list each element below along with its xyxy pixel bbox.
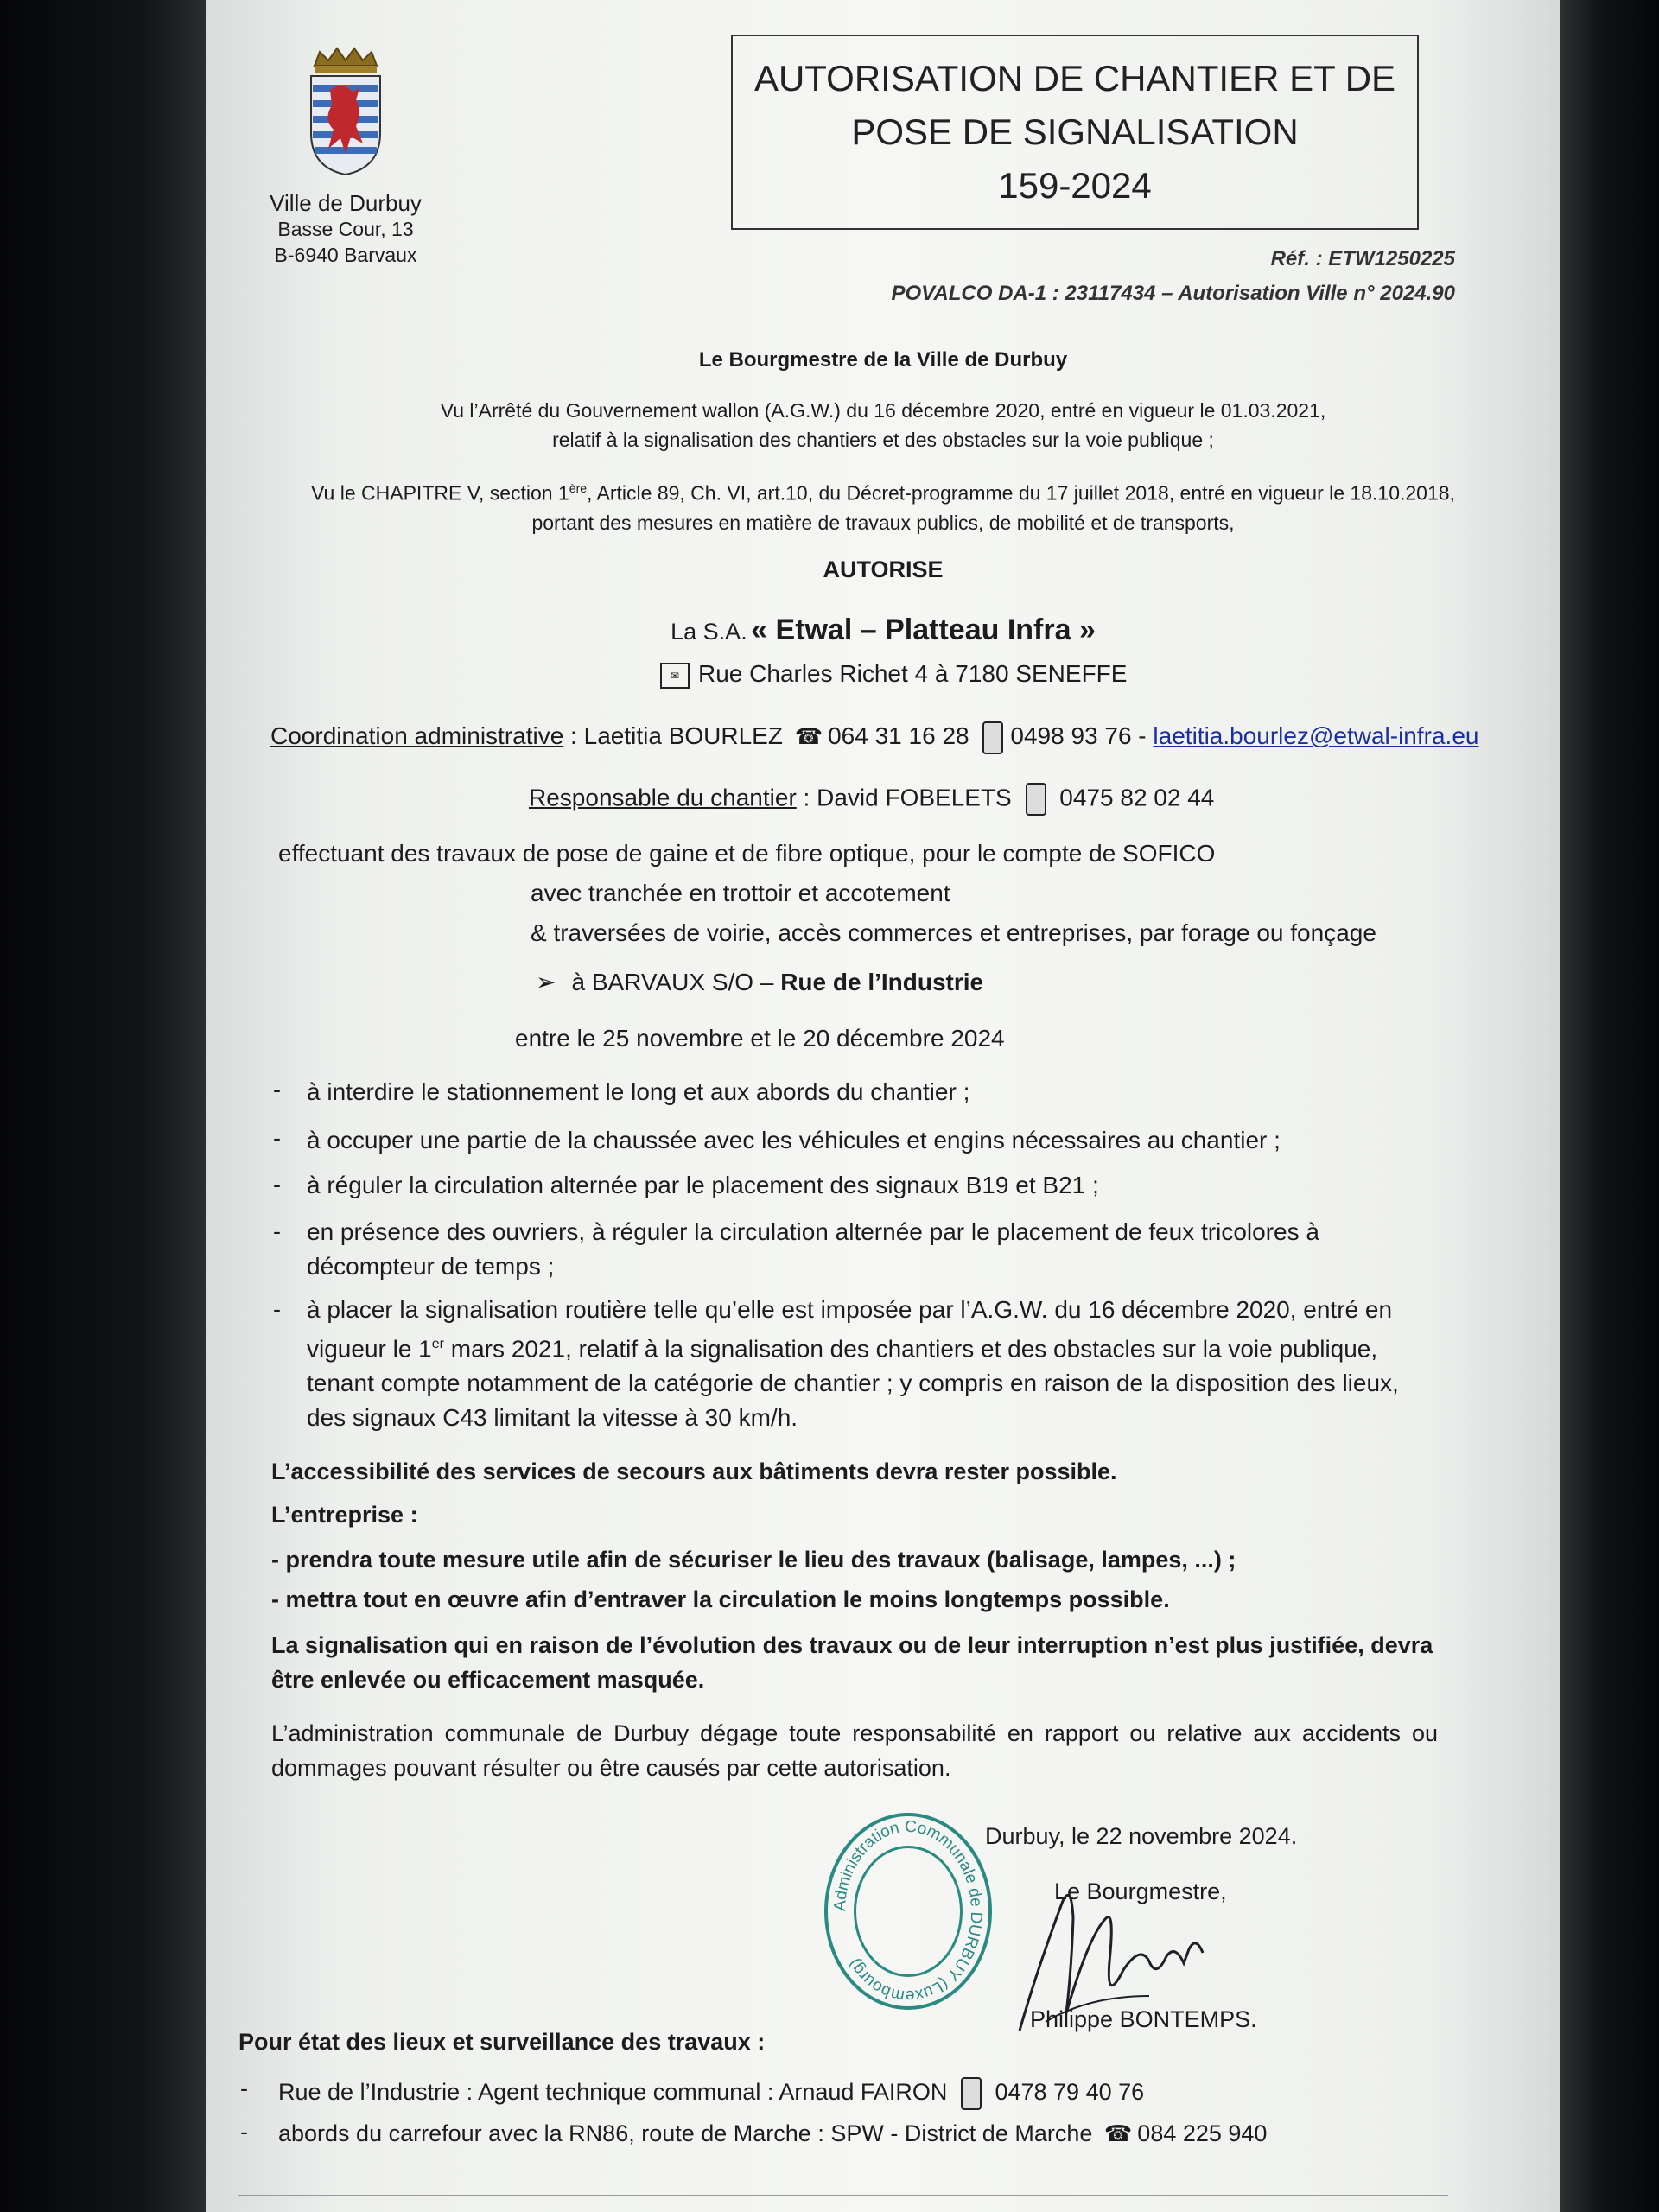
coordination-mobile: 0498 93 76 -: [1010, 722, 1147, 749]
company-prefix: La S.A.: [671, 619, 747, 645]
company-address-line: [660, 660, 1127, 689]
list-dash: -: [273, 1125, 281, 1151]
display-frame-right: [1560, 0, 1659, 2212]
condition-item: à occuper une partie de la chaussée avec les véhicules et engins nécessaires au chantier ;: [307, 1127, 1281, 1154]
coordination-phone: 064 31 16 28: [828, 722, 969, 749]
list-dash: -: [273, 1296, 281, 1322]
city-name: Ville de Durbuy: [270, 190, 422, 216]
legal-basis-2-start: Vu le CHAPITRE V, section 1: [311, 481, 569, 505]
city-address-line1: Basse Cour, 13: [277, 218, 414, 240]
coordination-email-link[interactable]: laetitia.bourlez@etwal-infra.eu: [1153, 722, 1479, 749]
legal-basis-2-line2: portant des mesures en matière de travaux publics, de mobilité et de transports,: [531, 511, 1235, 534]
condition-item: à réguler la circulation alternée par le placement des signaux B19 et B21 ;: [307, 1172, 1099, 1198]
footer-contact-1-text: Rue de l’Industrie : Agent technique communal : Arnaud FAIRON: [278, 2079, 948, 2106]
telephone-icon: ☎: [794, 723, 823, 749]
company-name-line: [206, 613, 1560, 647]
reference-number: Réf. : ETW1250225: [1270, 247, 1455, 270]
location-prefix: à BARVAUX S/O –: [571, 969, 774, 995]
location-street: Rue de l’Industrie: [780, 969, 984, 995]
autorise-heading: AUTORISE: [823, 556, 944, 582]
works-dates: entre le 25 novembre et le 20 décembre 2024: [515, 1025, 1005, 1052]
title-line2: POSE DE SIGNALISATION: [851, 111, 1299, 152]
company-obligations-title: L’entreprise :: [271, 1502, 418, 1528]
condition-text-end: mars 2021, relatif à la signalisation des chantiers et des obstacles sur la voie publique, tenant compte notamment de la catégorie de chantier ; y compris en raison de la disposition des lieux, des signaux C43 limitant la vitesse à 30 km/h.: [307, 1335, 1399, 1432]
legal-basis-2-end: , Article 89, Ch. VI, art.10, du Décret-programme du 17 juillet 2018, entré en vigueur le 18.10.2018,: [587, 481, 1455, 505]
site-manager-name: : David FOBELETS: [796, 784, 1012, 811]
site-manager-label: Responsable du chantier: [529, 784, 797, 811]
condition-sup: er: [431, 1337, 444, 1351]
footer-title: Pour état des lieux et surveillance des travaux :: [238, 2029, 766, 2055]
durbuy-crest-icon: [302, 47, 389, 176]
condition-item: à interdire le stationnement le long et aux abords du chantier ;: [307, 1078, 970, 1105]
display-frame-left: [0, 0, 206, 2212]
works-line2: avec tranchée en trottoir et accotement: [531, 880, 950, 906]
legal-basis-1: [206, 396, 1560, 454]
coordination-name: : Laetitia BOURLEZ: [563, 722, 783, 749]
signatory-name: Philippe BONTEMPS.: [1030, 2006, 1257, 2032]
company-obligation-1: - prendra toute mesure utile afin de sécuriser le lieu des travaux (balisage, lampes, ...) ;: [271, 1547, 1236, 1573]
mail-icon: ✉: [660, 663, 690, 689]
legal-basis-2-sup: ère: [569, 481, 588, 495]
mobile-phone-icon: [1026, 783, 1046, 816]
footer-contact-2: [278, 2120, 1267, 2147]
condition-text-start: à placer la signalisation routière telle qu’elle est imposée par l’A.G.W. du 16 décembre 2020, entré en vigueur le 1: [307, 1296, 1393, 1363]
list-dash: -: [273, 1077, 281, 1103]
mobile-phone-icon: [982, 721, 1003, 754]
list-dash: -: [240, 2119, 248, 2145]
footer-divider: [238, 2195, 1448, 2196]
company-name: « Etwal – Platteau Infra »: [751, 613, 1096, 646]
footer-contact-2-phone: 084 225 940: [1137, 2120, 1268, 2146]
coordination-line: [270, 721, 1478, 754]
coordination-label: Coordination administrative: [270, 722, 564, 749]
title-line1: AUTORISATION DE CHANTIER ET DE: [753, 58, 1396, 99]
works-line1: effectuant des travaux de pose de gaine et de fibre optique, pour le compte de SOFICO: [278, 840, 1216, 867]
arrow-bullet-icon: ➢: [536, 969, 556, 995]
legal-basis-1-line1: Vu l’Arrêté du Gouvernement wallon (A.G.W.) du 16 décembre 2020, entré en vigueur le 01.03.2021,: [440, 399, 1326, 422]
signature-role: Le Bourgmestre,: [1054, 1878, 1227, 1904]
site-manager-line: [529, 783, 1214, 816]
legal-basis-2: [206, 474, 1560, 537]
footer-contact-1: [278, 2077, 1144, 2110]
mobile-phone-icon: [961, 2077, 982, 2110]
povalco-reference: POVALCO DA-1 : 23117434 – Autorisation Ville n° 2024.90: [891, 282, 1455, 305]
authority-heading: Le Bourgmestre de la Ville de Durbuy: [698, 348, 1068, 372]
city-address-line2: B-6940 Barvaux: [274, 244, 417, 266]
company-obligation-2: - mettra tout en œuvre afin d’entraver la circulation le moins longtemps possible.: [271, 1586, 1170, 1612]
emergency-access-note: L’accessibilité des services de secours aux bâtiments devra rester possible.: [271, 1459, 1117, 1484]
company-address: Rue Charles Richet 4 à 7180 SENEFFE: [698, 660, 1128, 687]
telephone-icon: ☎: [1103, 2120, 1133, 2146]
footer-contact-1-phone: 0478 79 40 76: [995, 2079, 1145, 2106]
signature-place-date: Durbuy, le 22 novembre 2024.: [985, 1823, 1298, 1849]
condition-item: [307, 1293, 1439, 1435]
municipal-seal-stamp: [824, 1813, 992, 2010]
condition-item: en présence des ouvriers, à réguler la circulation alternée par le placement de feux tricolores à décompteur de temps ;: [307, 1218, 1319, 1280]
legal-basis-1-line2: relatif à la signalisation des chantiers et des obstacles sur la voie publique ;: [552, 429, 1214, 451]
works-location: [536, 968, 983, 996]
document-title-box: [731, 35, 1419, 230]
list-dash: -: [240, 2075, 248, 2101]
list-dash: -: [273, 1172, 281, 1198]
city-header: [251, 190, 441, 268]
liability-disclaimer: L’administration communale de Durbuy dégage toute responsabilité en rapport ou relative aux accidents ou dommages pouvant résulter ou être causés par cette autorisation.: [271, 1720, 1438, 1781]
works-line3: & traversées de voirie, accès commerces et entreprises, par forage ou fonçage: [531, 919, 1376, 946]
seal-text: Administration Communale de DURBUY (Luxembourg): [830, 1817, 986, 2005]
site-manager-mobile: 0475 82 02 44: [1059, 784, 1215, 811]
title-number: 159-2024: [998, 165, 1152, 206]
footer-contact-2-text: abords du carrefour avec la RN86, route de Marche : SPW - District de Marche: [278, 2120, 1093, 2146]
list-dash: -: [273, 1218, 281, 1244]
signalisation-removal-note: La signalisation qui en raison de l’évolution des travaux ou de leur interruption n’est plus justifiée, devra être enlevée ou efficacement masquée.: [271, 1632, 1433, 1693]
seal-crest-icon: [854, 1846, 963, 1977]
